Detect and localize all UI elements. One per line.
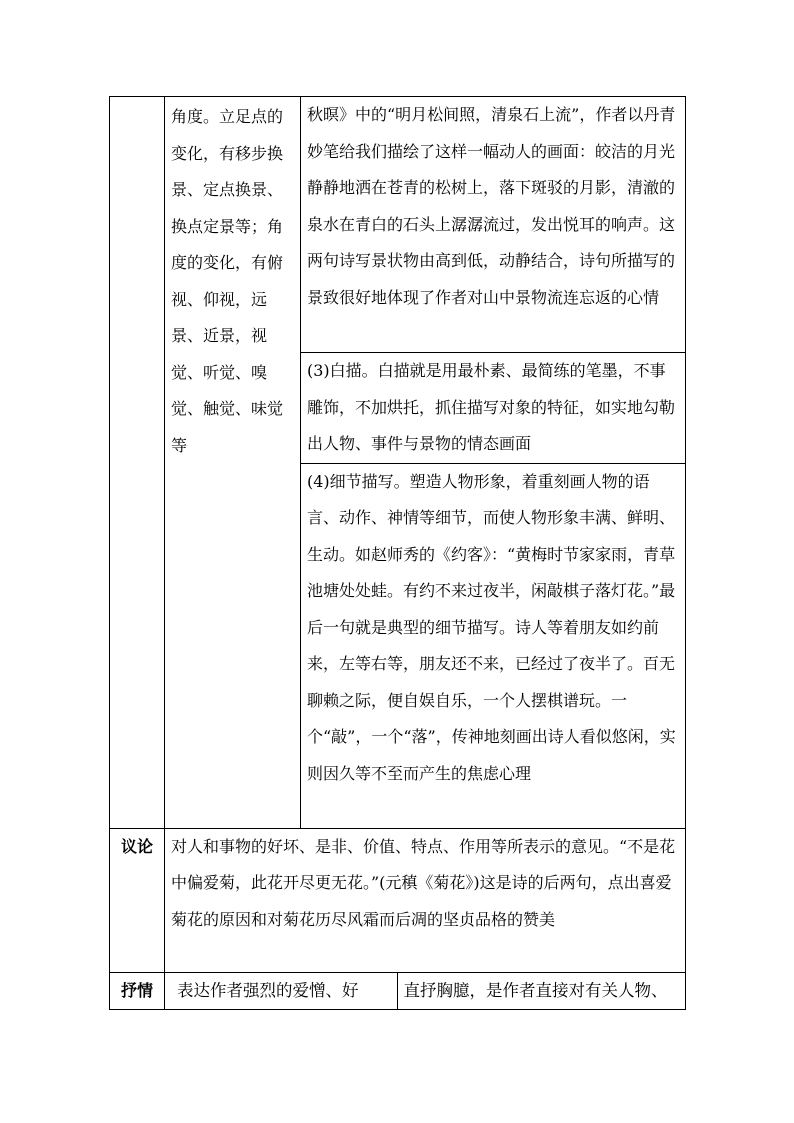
table-row [110, 97, 686, 353]
row-label-lyric: 抒情 [110, 972, 165, 1010]
lyric-inner-table [171, 973, 692, 1010]
table-row [110, 828, 686, 972]
content-table [109, 96, 686, 1010]
table-row [110, 972, 686, 1010]
method-cell-a: 秋暝》中的“明月松间照，清泉石上流”，作者以丹青妙笔给我们描绘了这样一幅动人的画面：皎洁的月光静静地洒在苍青的松树上，落下斑驳的月影，清澈的泉水在青白的石头上潺潺流过，发出悦耳的响声。这两句诗写景状物由高到低，动静结合，诗句所描写的景致很好地体现了作者对山中景物流连忘返的心情 [301, 97, 686, 353]
method-cell-c: (4)细节描写。塑造人物形象，着重刻画人物的语言、动作、神情等细节，而使人物形象丰满、鲜明、生动。如赵师秀的《约客》：“黄梅时节家家雨，青草池塘处处蛙。有约不来过夜半，闲敲棋子落灯花。”最后一句就是典型的细节描写。诗人等着朋友如约前来，左等右等，朋友还不来，已经过了夜半了。百无聊赖之际，便自娱自乐，一个人摆棋谱玩。一个“敲”，一个“落”，传神地刻画出诗人看似悠闲，实则因久等不至而产生的焦虑心理 [301, 463, 686, 828]
row-label-discussion: 议论 [110, 828, 165, 972]
aspect-cell: 角度。立足点的变化，有移步换景、定点换景、换点定景等；角度的变化，有俯视、仰视，远景、近景，视觉、听觉、嗅觉、触觉、味觉等 [165, 97, 301, 829]
lyric-definition-cell: 表达作者强烈的爱憎、好 [171, 973, 397, 1010]
lyric-method-cell: 直抒胸臆，是作者直接对有关人物、 [403, 980, 668, 1000]
row-label [110, 97, 165, 829]
lyric-subcells [165, 972, 686, 1010]
discussion-cell: 对人和事物的好坏、是非、价值、特点、作用等所表示的意见。“不是花中偏爱菊，此花开尽更无花。”(元稹《菊花》)这是诗的后两句，点出喜爱菊花的原因和对菊花历尽风霜而后凋的坚贞品格的赞美 [165, 828, 686, 972]
method-cell-b: (3)白描。白描就是用最朴素、最简练的笔墨，不事雕饰，不加烘托，抓住描写对象的特征，如实地勾勒出人物、事件与景物的情态画面 [301, 353, 686, 464]
